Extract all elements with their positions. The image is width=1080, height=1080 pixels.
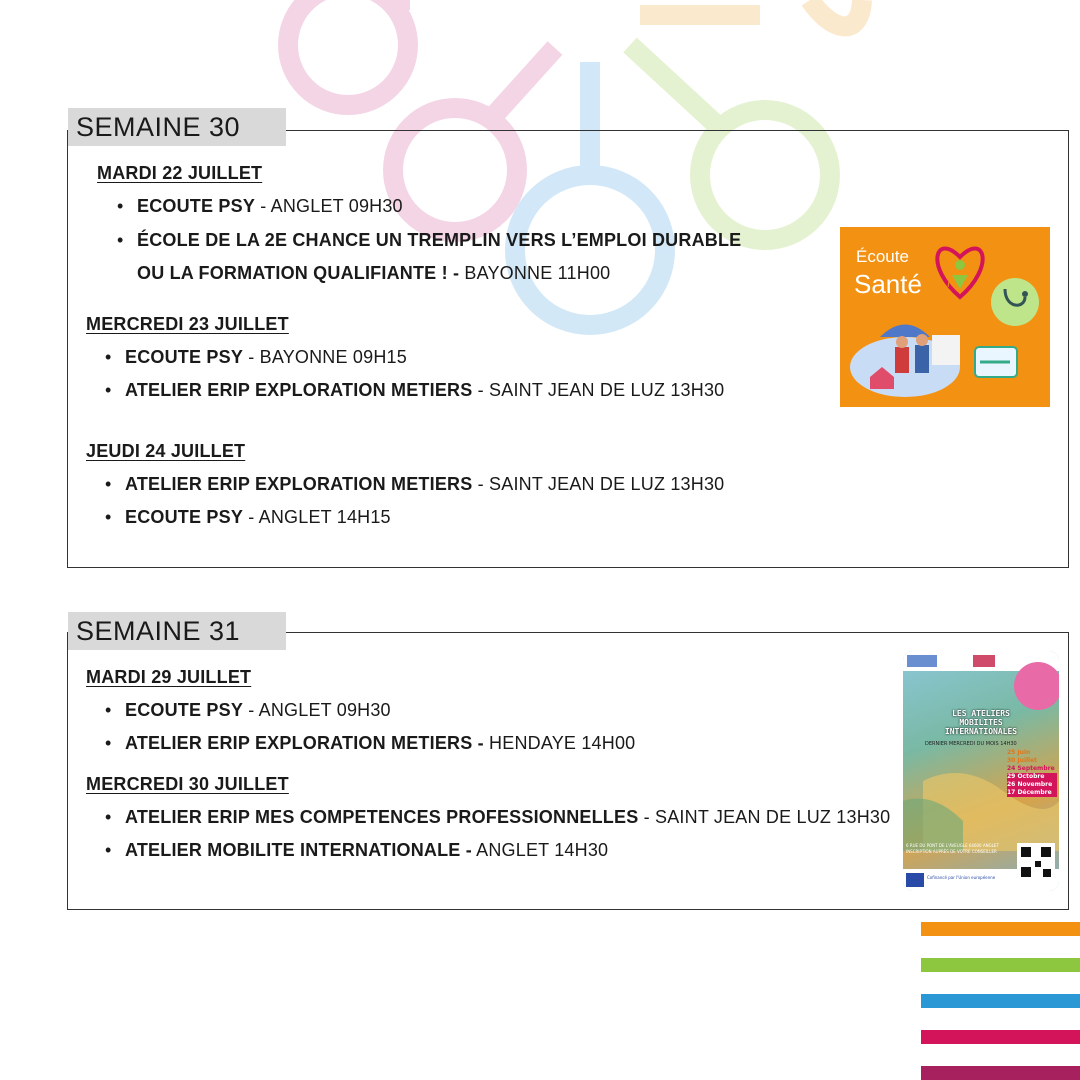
pink-stripe (921, 1030, 1080, 1044)
heart-icon (937, 248, 982, 297)
mobilites-poster-image (903, 651, 1059, 891)
event-item-continuation: OU LA FORMATION QUALIFIANTE ! - BAYONNE 11H00 (137, 263, 611, 283)
ecoute-title-line2: Santé (854, 269, 922, 299)
bullet-icon: • (105, 474, 112, 494)
event-item: • ECOUTE PSY - ANGLET 09H30 (105, 700, 391, 720)
bullet-icon: • (105, 700, 112, 720)
bullet-icon: • (117, 196, 124, 216)
bullet-icon: • (105, 347, 112, 367)
bullet-icon: • (105, 840, 112, 860)
day-title-jeudi-24: JEUDI 24 JUILLET (86, 441, 246, 461)
blue-stripe (921, 994, 1080, 1008)
bullet-icon: • (105, 733, 112, 753)
event-item: • ECOUTE PSY - BAYONNE 09H15 (105, 347, 407, 367)
poster-address: 6 RUE DU PONT DE L'AVEUGLE 64600 ANGLET INSCRIPTION AUPRÈS DE VOTRE CONSEILLER (906, 843, 999, 854)
stethoscope-icon (991, 278, 1039, 326)
event-item: • ATELIER ERIP EXPLORATION METIERS - SAINT JEAN DE LUZ 13H30 (105, 380, 725, 400)
poster-subtitle: DERNIER MERCREDI DU MOIS 14H30 (925, 741, 1017, 747)
poster-title: LES ATELIERS MOBILITES INTERNATIONALES (944, 709, 1018, 736)
event-item: • ÉCOLE DE LA 2E CHANCE UN TREMPLIN VERS L’EMPLOI DURABLE (117, 230, 742, 250)
day-title-mercredi-23: MERCREDI 23 JUILLET (86, 314, 289, 334)
ecoute-sante-image (840, 227, 1050, 407)
poster-dates: 25 Juin 30 Juillet 24 Septembre 29 Octobre 26 Novembre 17 Décembre (1007, 749, 1057, 797)
purple-stripe (921, 1066, 1080, 1080)
event-item: • ATELIER ERIP MES COMPETENCES PROFESSIONNELLES - SAINT JEAN DE LUZ 13H30 (105, 807, 891, 827)
bullet-icon: • (105, 380, 112, 400)
green-stripe (921, 958, 1080, 972)
day-title-mardi-29: MARDI 29 JUILLET (86, 667, 252, 687)
event-item: • ECOUTE PSY - ANGLET 09H30 (117, 196, 403, 216)
ecoute-title-line1: Écoute (856, 247, 909, 266)
event-item: • ATELIER MOBILITE INTERNATIONALE - ANGLET 14H30 (105, 840, 609, 860)
poster-eu-text: Cofinancé par l'Union européenne (927, 875, 996, 880)
event-item: • ATELIER ERIP EXPLORATION METIERS - HENDAYE 14H00 (105, 733, 636, 753)
day-title-mercredi-30: MERCREDI 30 JUILLET (86, 774, 289, 794)
event-item: • ATELIER ERIP EXPLORATION METIERS - SAINT JEAN DE LUZ 13H30 (105, 474, 725, 494)
day-title-mardi-22: MARDI 22 JUILLET (97, 163, 263, 183)
event-item: • ECOUTE PSY - ANGLET 14H15 (105, 507, 391, 527)
week-30-label: SEMAINE 30 (68, 108, 286, 146)
bullet-icon: • (105, 807, 112, 827)
bullet-icon: • (105, 507, 112, 527)
orange-stripe (921, 922, 1080, 936)
ecoute-illustration (840, 227, 1050, 407)
eu-flag-icon (906, 873, 924, 887)
week-31-label: SEMAINE 31 (68, 612, 286, 650)
bullet-icon: • (117, 230, 124, 250)
